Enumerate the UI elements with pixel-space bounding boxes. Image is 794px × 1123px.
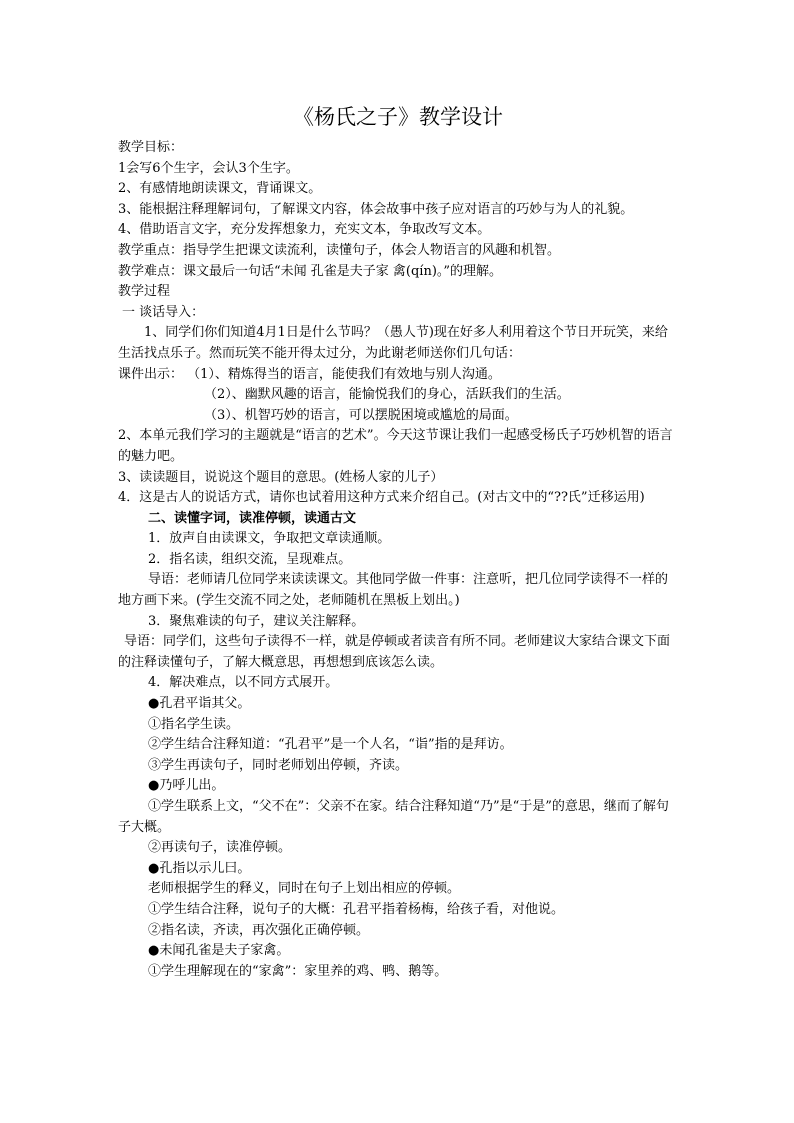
document-title: 《杨氏之子》教学设计 <box>293 105 503 129</box>
sub-item: ①学生理解现在的“家禽”：家里养的鸡、鸭、鹅等。 <box>148 963 448 979</box>
sub-item: ①学生结合注释，说句子的大概：孔君平指着杨梅，给孩子看，对他说。 <box>148 901 565 917</box>
sub-item: ①学生联系上文，“父不在”：父亲不在家。结合注释知道“乃”是“于是”的意思，继而了解句子大概。 <box>118 799 669 835</box>
list-item: 2．指名读，组织交流，呈现难点。 <box>148 551 352 567</box>
paragraph: 2、本单元我们学习的主题就是“语言的艺术”。今天这节课让我们一起感受杨氏子巧妙机智的语言的魅力吧。 <box>118 428 673 464</box>
sentence-item: ●孔君平诣其父。 <box>148 696 251 712</box>
paragraph: 1、同学们你们知道4月1日是什么节吗？（愚人节)现在好多人利用着这个节日开玩笑，来给生活找点乐子。然而玩笑不能开得太过分，为此谢老师送你们几句话： <box>118 325 668 361</box>
document-page <box>118 100 678 982</box>
objective-item: 2、有感情地朗读课文，背诵课文。 <box>118 181 322 197</box>
paragraph: 4．这是古人的说话方式，请你也试着用这种方式来介绍自己。(对古文中的“??氏”迁移运用) <box>118 490 645 506</box>
objective-item: 4、借助语言文字，充分发挥想象力，充实文本，争取改写文本。 <box>118 222 491 238</box>
paragraph: 老师根据学生的释义，同时在句子上划出相应的停顿。 <box>148 881 461 897</box>
step-heading: 二、读懂字词，读准停顿，读通古文 <box>148 510 357 526</box>
paragraph: 导语：老师请几位同学来读读课文。其他同学做一件事：注意听，把几位同学读得不一样的地方画下来。(学生交流不同之处，老师随机在黑板上划出。) <box>118 572 669 609</box>
slide-line: （3）、机智巧妙的语言，可以摆脱困境或尴尬的局面。 <box>204 407 518 423</box>
teaching-difficulty: 教学难点：课文最后一句话“未闻 孔雀是夫子家 禽(qín)。”的理解。 <box>118 263 503 279</box>
sub-item: ②学生结合注释知道：“孔君平”是一个人名，“诣”指的是拜访。 <box>148 737 513 753</box>
slide-line: 课件出示： （1）、精炼得当的语言，能使我们有效地与别人沟通。 <box>118 366 501 382</box>
sub-item: ③学生再读句子，同时老师划出停顿，齐读。 <box>148 757 409 773</box>
paragraph: 导语：同学们，这些句子读得不一样，就是停顿或者读音有所不同。老师建议大家结合课文下面的注释读懂句子，了解大概意思，再想想到底该怎么读。 <box>118 634 671 670</box>
sub-item: ②指名读，齐读，再次强化正确停顿。 <box>148 922 370 938</box>
section-label-objectives: 教学目标： <box>118 140 184 155</box>
objective-item: 3、能根据注释理解词句，了解课文内容，体会故事中孩子应对语言的巧妙与为人的礼貌。 <box>118 201 634 217</box>
objective-item: 1会写6个生字，会认3个生字。 <box>118 160 299 176</box>
slide-line: （2）、幽默风趣的语言，能愉悦我们的身心，活跃我们的生活。 <box>204 387 570 403</box>
teaching-focus: 教学重点：指导学生把课文读流利，读懂句子，体会人物语言的风趣和机智。 <box>118 242 561 258</box>
sentence-item: ●未闻孔雀是夫子家禽。 <box>148 943 290 959</box>
sentence-item: ●乃呼儿出。 <box>148 778 225 794</box>
list-item: 3．聚焦难读的句子，建议关注解释。 <box>148 613 365 629</box>
sub-item: ①指名学生读。 <box>148 716 240 732</box>
list-item: 1．放声自由读课文，争取把文章读通顺。 <box>148 531 391 547</box>
sub-item: ②再读句子，读准停顿。 <box>148 840 292 856</box>
sentence-item: ●孔指以示儿曰。 <box>148 860 251 876</box>
step-heading: 一 谈话导入： <box>122 304 205 320</box>
paragraph: 3、读读题目，说说这个题目的意思。(姓杨人家的儿子） <box>118 469 444 485</box>
list-item: 4．解决难点，以不同方式展开。 <box>148 675 339 691</box>
section-label-process: 教学过程 <box>118 284 171 300</box>
